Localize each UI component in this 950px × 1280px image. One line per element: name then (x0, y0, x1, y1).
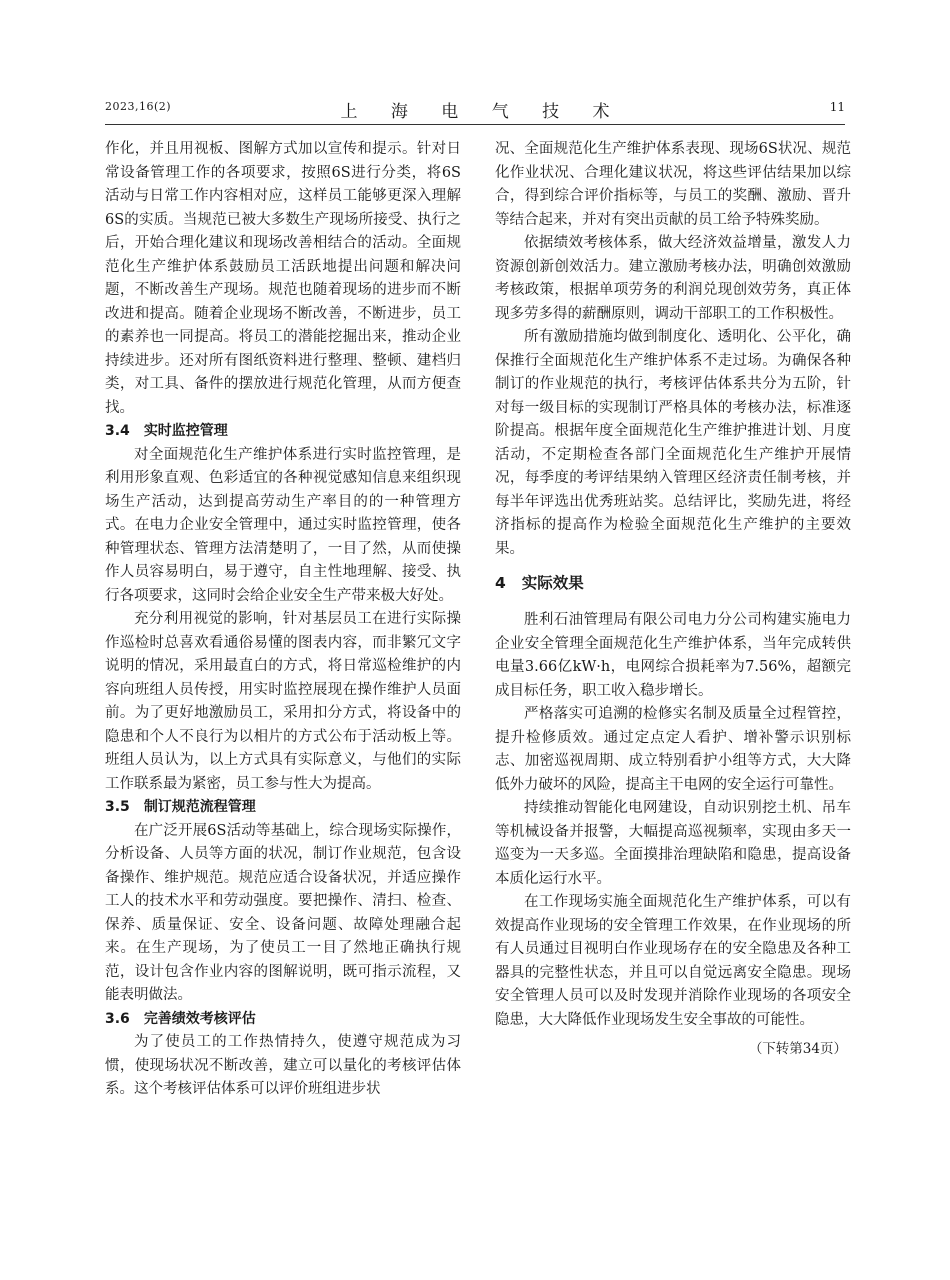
paragraph: 持续推动智能化电网建设，自动识别挖土机、吊车等机械设备并报警，大幅提高巡视频率，实现由多天一巡变为一天多巡。全面摸排治理缺陷和隐患，提高设备本质化运行水平。 (495, 800, 851, 887)
paragraph: 依据绩效考核体系，做大经济效益增量，激发人力资源创新创效活力。建立激励考核办法，明确创效激励考核政策，根据单项劳务的利润兑现创效劳务，真正体现多劳多得的薪酬原则，调动干部职工的工作积极性。 (495, 235, 851, 322)
section-heading-3-6: 3.6 完善绩效考核评估 (105, 1010, 256, 1027)
paragraph: 严格落实可追溯的检修实名制及质量全过程管控，提升检修质效。通过定点定人看护、增补警示识别标志、加密巡视周期、成立特别看护小组等方式，大大降低外力破坏的风险，提高主干电网的安全运行可靠性。 (495, 706, 851, 793)
section-heading-3-4: 3.4 实时监控管理 (105, 423, 228, 439)
continued-note: （下转第34页） (748, 1041, 847, 1057)
paragraph: 对全面规范化生产维护体系进行实时监控管理，是利用形象直观、色彩适宜的各种视觉感知信息来组织现场生产活动，达到提高劳动生产率目的的一种管理方式。在电力企业安全管理中，通过实时监控管理，使各种管理状态、管理方法清楚明了，一目了然，从而使操作人员容易明白，易于遵守，自主性地理解、接受、执行各项要求，这同时会给企业安全生产带来极大好处。 (105, 446, 461, 604)
paragraph: 在工作现场实施全面规范化生产维护体系，可以有效提高作业现场的安全管理工作效果，在作业现场的所有人员通过目视明白作业现场存在的安全隐患及各种工器具的完整性状态，并且可以自觉远离安全隐患。现场安全管理人员可以及时发现并消除作业现场的各项安全隐患，大大降低作业现场发生安全事故的可能性。 (495, 894, 851, 1028)
paragraph-continued: 况、全面规范化生产维护体系表现、现场6S状况、规范化作业状况、合理化建议状况，将这些评估结果加以综合，得到综合评价指标等，与员工的奖酬、激励、晋升等结合起来，并对有突出贡献的员工给予特殊奖励。 (495, 141, 851, 228)
issue-label: 2023,16(2) (105, 100, 172, 113)
paragraph-continued: 作化，并且用视板、图解方式加以宣传和提示。针对日常设备管理工作的各项要求，按照6S进行分类，将6S活动与日常工作内容相对应，这样员工能够更深入理解6S的实质。当规范已被大多数生产现场所接受、执行之后，开始合理化建议和现场改善相结合的活动。全面规范化生产维护体系鼓励员工活跃地提出问题和解决问题，不断改善生产现场。规范也随着现场的进步而不断改进和提高。随着企业现场不断改善，不断进步，员工的素养也一同提高。将员工的潜能挖掘出来，推动企业持续进步。还对所有图纸资料进行整理、整顿、建档归类，对工具、备件的摆放进行规范化管理，从而方便查找。 (105, 141, 461, 416)
section-heading-4: 4 实际效果 (495, 574, 584, 592)
paragraph: 为了使员工的工作热情持久，使遵守规范成为习惯，使现场状况不断改善，建立可以量化的考核评估体系。这个考核评估体系可以评价班组进步状 (105, 1034, 461, 1097)
page-number: 11 (829, 100, 845, 114)
paragraph: 所有激励措施均做到制度化、透明化、公平化，确保推行全面规范化生产维护体系不走过场。为确保各种制订的作业规范的执行，考核评估体系共分为五阶，针对每一级目标的实现制订严格具体的考核办法，标准逐阶提高。根据年度全面规范化生产维护推进计划、月度活动，不定期检查各部门全面规范化生产维护开展情况，每季度的考评结果纳入管理区经济责任制考核，并每半年评选出优秀班站奖。总结评比，奖励先进，将经济指标的提高作为检验全面规范化生产维护的主要效果。 (495, 329, 851, 557)
left-column (105, 138, 461, 1102)
right-column (495, 138, 851, 1062)
paragraph: 充分利用视觉的影响，针对基层员工在进行实际操作巡检时总喜欢看通俗易懂的图表内容，而非繁冗文字说明的情况，采用最直白的方式，将日常巡检维护的内容向班组人员传授，用实时监控展现在操作维护人员面前。为了更好地激励员工，采用扣分方式，将设备中的隐患和个人不良行为以相片的方式公布于活动板上等。班组人员认为，以上方式具有实际意义，与他们的实际工作联系最为紧密，员工参与性大为提高。 (105, 611, 461, 792)
journal-title: 上 海 电 气 技 术 (340, 102, 624, 122)
section-heading-3-5: 3.5 制订规范流程管理 (105, 799, 256, 815)
paragraph: 在广泛开展6S活动等基础上，综合现场实际操作，分析设备、人员等方面的状况，制订作业规范，包含设备操作、维护规范。规范应适合设备状况，并适应操作工人的技术水平和劳动强度。要把操作、清扫、检查、保养、质量保证、安全、设备问题、故障处理融合起来。在生产现场，为了使员工一目了然地正确执行规范，设计包含作业内容的图解说明，既可指示流程，又能表明做法。 (105, 822, 461, 1003)
running-header (105, 100, 845, 125)
paragraph: 胜利石油管理局有限公司电力分公司构建实施电力企业安全管理全面规范化生产维护体系，当年完成转供电量3.66亿kW·h，电网综合损耗率为7.56%，超额完成目标任务，职工收入稳步增长。 (495, 612, 851, 699)
